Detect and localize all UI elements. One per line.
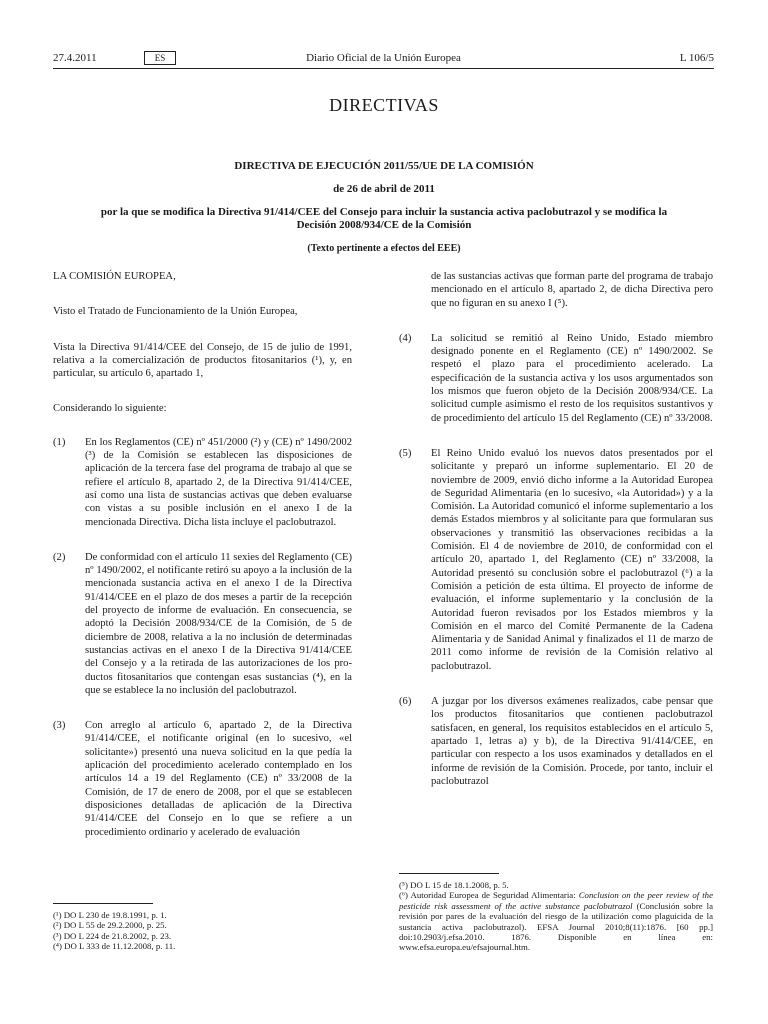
recital-6 [399,695,713,788]
right-column [399,270,713,788]
recital-number: (2) [53,551,66,563]
recital-text: Con arreglo al artículo 6, apartado 2, de la Directiva 91/414/CEE, el notificante original (en lo sucesivo, «el solicitante») presentó una nueva solicitud en la que pedía la aplicación del procedimiento acelerado contemplado en los artículos 14 a 19 del Reglamento (CE) nº 33/2008 de la Comisión, de 17 de enero de 2008, por el que se establecen disposiciones detalladas de aplicación de la Directiva 91/414/CEE del Consejo en lo que se refiere a un procedimiento ordinario y acelerado de evaluación [85,720,352,838]
directive-title-block [100,160,668,255]
recital-5 [399,447,713,673]
footnote-rest: (Conclusión sobre la revisión por pares de la evaluación del riesgo de la utilización como plaguicida de la sustancia activa paclobutrazol). EFSA Journal 2010;8(11):1876. [60 pp.] doi:10.2903/j.efsa.2010. 1876. Disponible en línea en: www.efsa.europa.eu/efsajournal.htm. [399,900,713,953]
directive-reference: Vista la Directiva 91/414/CEE del Consejo, de 15 de julio de 1991, relativa a la comercialización de productos fitosanitarios (¹), y, en particular, su artículo 6, apartado 1, [53,341,352,380]
footnote: (³) DO L 224 de 21.8.2002, p. 23. [53,930,172,941]
recital-text: La solicitud se remitió al Reino Unido, Estado miembro designado ponente en el Reglamento (CE) nº 1490/2002. Se respetó el plazo para el procedimiento acelerado. La especificación de la sustancia activa y los usos argumentados son los mismos que fueron objeto de la Decisión 2008/934/CE. La solicitud cumple asimismo el resto de los requisitos sustantivos y de procedimiento del artículo 15 del Reglamento (CE) nº 33/2008. [431,332,713,424]
recital-2 [53,551,352,697]
footnote-rule-left [53,903,153,904]
footnote-italic-title: Conclusion on the peer review of the pesticide risk assessment of the active substance paclobutrazol [399,890,713,911]
commission-line: LA COMISIÓN EUROPEA, [53,271,176,282]
recital-number: (4) [399,332,412,344]
recital-number: (6) [399,696,412,708]
footnotes-left [53,910,352,952]
footnote: (⁵) DO L 15 de 18.1.2008, p. 5. [399,880,509,890]
footnotes-right [399,880,713,953]
recital-text: El Reino Unido evaluó los nuevos datos presentados por el solicitante y preparó un informe suplementario. El 20 de noviembre de 2009, envió dicho informe a la Autoridad Europea de Seguridad Alimentaria (en lo sucesivo, «la Autoridad») y a la Comisión. La Autoridad comunicó el informe suplementario a los demás Estados miembros y al solicitante para que formularan sus observaciones y transmitió las observaciones recibidas a la Comisión. El 4 de noviembre de 2010, de conformidad con el artículo 20, apartado 1, del Reglamento (CE) nº 33/2008, la Autoridad presentó su conclusión sobre el paclobutrazol (⁶) a la Comisión a petición de esta última. El proyecto de informe de evaluación, el informe suplementario y la conclusión de la Autoridad fueron revisados por los Estados miembros y la Comisión en el marco del Comité Permanente de la Cadena Alimentaria y de Sanidad Animal y finalizados el 11 de marzo de 2011 como informe de revisión de la Comisión relativo al paclobutrazol. [431,447,713,672]
footnote [399,890,713,952]
recital-text: En los Reglamentos (CE) nº 451/2000 (²) y (CE) nº 1490/2002 (³) de la Comisión se establecen las disposiciones de aplicación de la tercera fase del programa de trabajo al que se refiere el artículo 8, apartado 2, de la Directiva 91/414/CEE, así como una lista de sustancias activas que deben evaluarse con vistas a su posible inclusión en el anexo I de la mencionada Directiva. Dicha lista incluye el paclobutrazol. [85,436,352,528]
recital-4 [399,332,713,425]
recital-text: A juzgar por los diversos exámenes realizados, cabe pensar que los productos fitosanitarios que contienen paclobutrazol satisfacen, en general, los requisitos establecidos en el artículo 5, apartado 1, letras a) y b), de la Directiva 91/414/CEE, en particular con respecto a los usos examinados y detallados en el informe de revisión de la Comisión. Procede, por tanto, incluir el paclobutrazol [431,696,713,787]
directive-subject: por la que se modifica la Directiva 91/414/CEE del Consejo para incluir la sustancia activa paclobutrazol y se modifica la Decisión 2008/934/CE de la Comisión [100,206,668,231]
recital-number: (3) [53,720,66,732]
recital-number: (1) [53,436,66,448]
section-title: DIRECTIVAS [329,95,439,115]
directive-date: de 26 de abril de 2011 [333,183,435,195]
recital-text: De conformidad con el artículo 11 sexies del Reglamento (CE) nº 1490/2002, el notificante retiró su apoyo a la inclusión de la mencionada sustancia activa en el anexo I de la Directiva 91/414/CEE en el plazo de dos meses a partir de la recepción del proyecto de informe de evaluación. En consecuencia, se adoptó la Decisión 2008/934/CE de la Comisión, de 5 de diciembre de 2008, relativa a la no inclusión de determinadas sustancias activas en el anexo I de la Directiva 91/414/CEE del Consejo y a la retirada de las autorizaciones de los productos fitosanitarios que contengan esas sustancias (⁴), en la que se establece la no inclusión del paclobutrazol. [85,551,352,696]
left-column [53,270,352,839]
footnote-prefix: (⁶) Autoridad Europea de Seguridad Alimentaria: [399,890,579,901]
footnote: (⁴) DO L 333 de 11.12.2008, p. 11. [53,941,176,952]
directive-title: DIRECTIVA DE EJECUCIÓN 2011/55/UE DE LA COMISIÓN [234,160,534,172]
recital-number: (5) [399,447,412,459]
page-number: L 106/5 [679,52,714,64]
continuation-text: de las sustancias activas que forman parte del programa de trabajo mencionado en el artículo 8, apartado 2, de dicha Directiva pero que no figuran en su anexo I (⁵). [431,271,713,309]
footnote: (¹) DO L 230 de 19.8.1991, p. 1. [53,910,167,920]
recital-1 [53,436,352,529]
eea-relevance-note: (Texto pertinente a efectos del EEE) [307,243,461,254]
publication-date: 27.4.2011 [53,52,97,64]
page-header [53,51,714,65]
recital-3 [53,719,352,839]
considering-line: Considerando lo siguiente: [53,403,167,415]
footnote: (²) DO L 55 de 29.2.2000, p. 25. [53,920,167,931]
footnote-rule-right [399,873,499,874]
language-badge: ES [144,51,176,65]
journal-title: Diario Oficial de la Unión Europea [306,52,461,64]
treaty-line: Visto el Tratado de Funcionamiento de la Unión Europea, [53,306,298,318]
header-rule [53,68,714,69]
